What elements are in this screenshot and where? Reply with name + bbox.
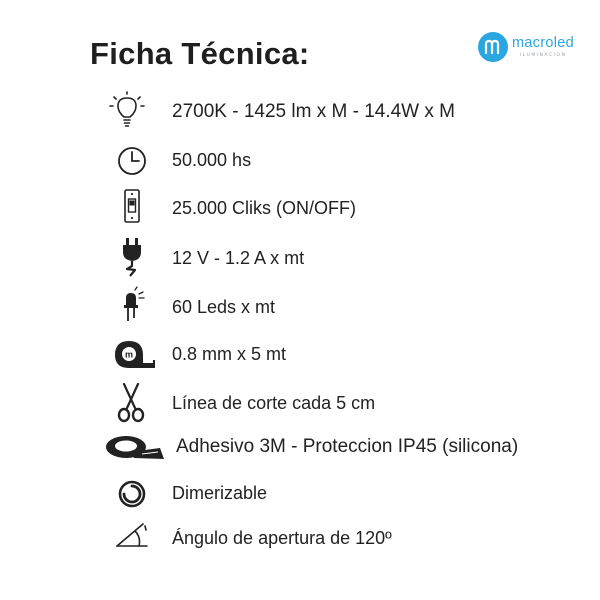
page-title: Ficha Técnica: <box>90 36 310 71</box>
spec-text: 0.8 mm x 5 mt <box>172 344 287 364</box>
spec-row-led-count <box>0 285 600 331</box>
svg-text:m: m <box>124 349 134 360</box>
spec-row-dimmable <box>0 471 600 517</box>
tape-measure-icon <box>105 332 155 378</box>
m-letter-logo-icon <box>478 32 508 62</box>
spec-row-voltage <box>0 236 600 282</box>
led-icon <box>105 285 155 331</box>
spec-row-beam-angle <box>0 516 600 562</box>
spec-text: 50.000 hs <box>172 150 252 170</box>
spec-text: Adhesivo 3M - Proteccion IP45 (silicona) <box>176 436 519 457</box>
brand-name: macroled <box>512 35 575 51</box>
dimmer-icon <box>105 471 155 517</box>
light-bulb-icon <box>105 90 155 136</box>
light-switch-icon <box>105 186 155 232</box>
spec-row-dimensions <box>0 332 600 378</box>
spec-text: Dimerizable <box>172 483 268 503</box>
spec-row-adhesive <box>0 425 600 471</box>
scissors-icon <box>105 381 155 427</box>
adhesive-tape-roll-icon <box>100 425 168 471</box>
spec-text: 12 V - 1.2 A x mt <box>172 248 305 268</box>
spec-row-color-temp <box>0 90 600 136</box>
spec-text: 60 Leds x mt <box>172 297 276 317</box>
brand-logo <box>478 32 578 66</box>
brand-tagline: ILUMINACION <box>520 53 567 58</box>
spec-text: Línea de corte cada 5 cm <box>172 393 376 413</box>
clock-icon <box>105 138 155 184</box>
spec-row-cut-line <box>0 381 600 427</box>
spec-text: Ángulo de apertura de 120º <box>172 528 392 548</box>
spec-row-lifetime <box>0 138 600 184</box>
spec-row-switch-cycles <box>0 186 600 232</box>
spec-text: 25.000 Cliks (ON/OFF) <box>172 198 357 218</box>
power-plug-icon <box>105 236 155 282</box>
spec-text: 2700K - 1425 lm x M - 14.4W x M <box>172 101 455 122</box>
angle-icon <box>105 516 155 562</box>
